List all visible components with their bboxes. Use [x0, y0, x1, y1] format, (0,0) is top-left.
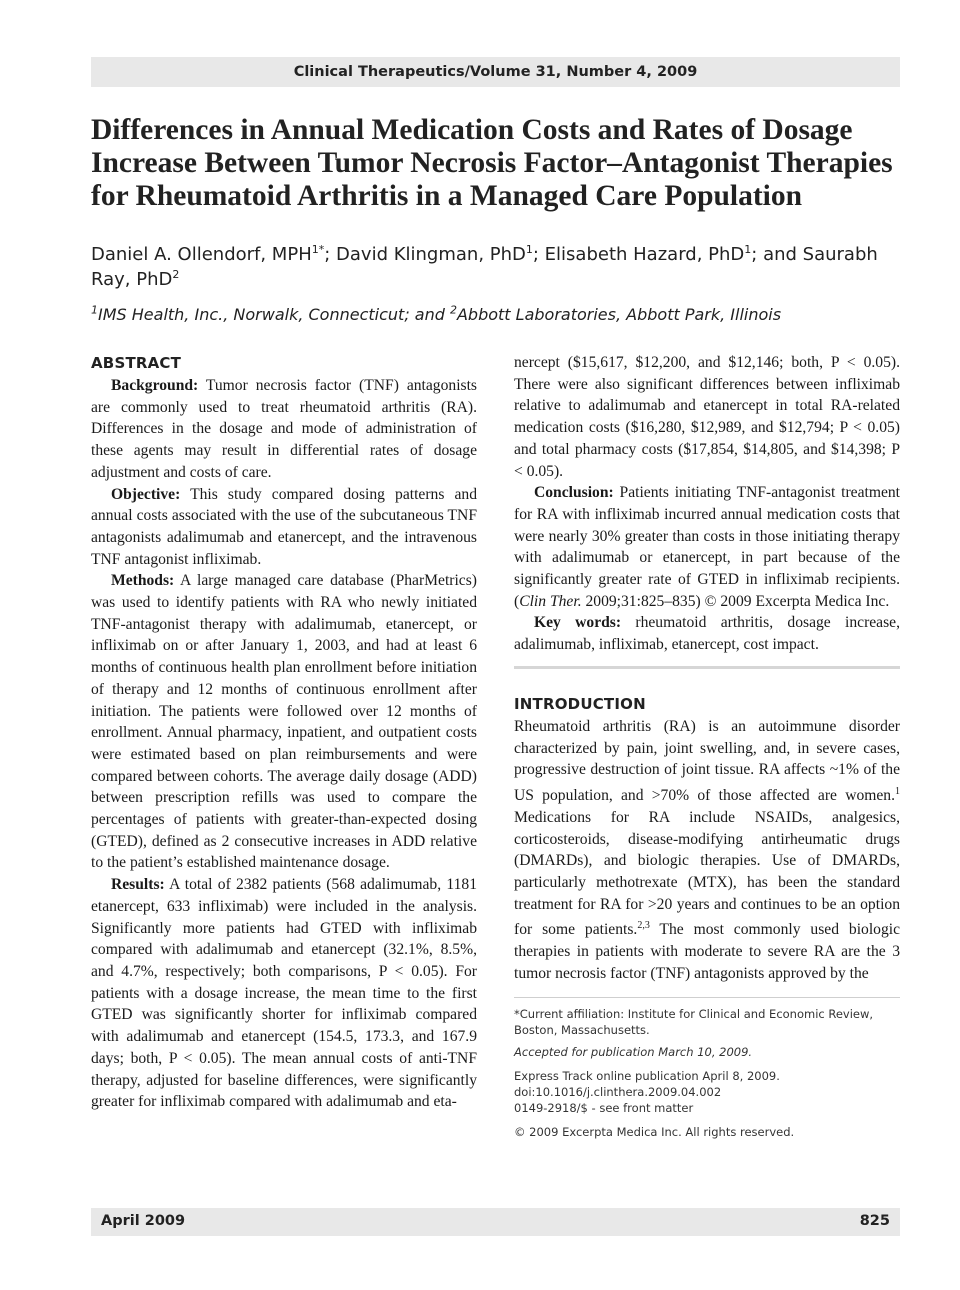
citation-rest: 2009;31:825–835) © 2009 Excerpta Medica Inc. [581, 592, 890, 610]
express-track-note: Express Track online publication April 8, 2009. [514, 1068, 780, 1083]
footer-date: April 2009 [101, 1213, 186, 1229]
intro-text-2: Medications for RA include NSAIDs, analgesics, corticosteroids, disease-modifying antirheumatic drugs (DMARDs), and biologic therapies. Use of DMARDs, particularly methotrexate (MTX), has been the standard treatment for RA for >20 years and continues to be an option for some patients. [514, 808, 900, 939]
accepted-note: Accepted for publication March 10, 2009. [514, 1044, 753, 1059]
journal-name: Clinical Therapeutics/Volume 31, Number 4, 2009 [293, 64, 698, 80]
intro-ref-2: 2,3 [637, 920, 650, 932]
page-number: 825 [859, 1213, 890, 1229]
methods-text: A large managed care database (PharMetrics) was used to identify patients with RA who newly initiated TNF-antagonist therapy with adalimumab, etanercept, or infliximab on or after January 1, 2003, and had at least 6 months of continuous health plan enrollment before initiation of therapy and 12 months of continuous enrollment after initiation. The patients were followed over 12 months of enrollment. Annual pharmacy, inpatient, and outpatient costs were estimated based on plan reimbursements and were compared between cohorts. The average daily dosage (ADD) between prescription refills was used to compare the percentages of patients with greater-than-expected dosing (GTED), defined as 2 consecutive increases in ADD relative to the patient’s established maintenance dosage. [91, 572, 477, 872]
footnote-divider [514, 997, 900, 998]
intro-ref-1: 1 [895, 785, 900, 797]
right-column [514, 352, 900, 1140]
doi-note: doi:10.1016/j.clinthera.2009.04.002 [514, 1084, 722, 1099]
affil-2-sup: 2 [449, 303, 457, 317]
results-text: A total of 2382 patients (568 adalimumab, 1181 etanercept, 633 infliximab) were included in the analysis. Significantly more patients had GTED with infliximab compared with adalimumab and etanercept (32.1%, 8.5%, and 4.7%, respectively; both comparisons, P < 0.05). For patients with a dosage increase, the mean time to the first GTED was significantly shorter for infliximab compared with adalimumab and etanercept (154.5, 173.3, and 167.9 days; both, P < 0.05). The mean annual costs of anti-TNF therapy, adjusted for baseline differences, were significantly greater for infliximab compared with adalimumab and eta- [91, 876, 477, 1111]
affil-1-sup: 1 [91, 303, 98, 317]
affiliations [91, 303, 891, 327]
intro-text-3: The most commonly used biologic therapies in patients with moderate to severe RA are the 3 tumor necrosis factor (TNF) antagonists approved by the [514, 921, 901, 982]
abstract-heading: ABSTRACT [91, 354, 182, 372]
page-footer [91, 1208, 900, 1236]
author-1: Daniel A. Ollendorf, MPH [91, 244, 312, 265]
background-text: Tumor necrosis factor (TNF) antagonists are commonly used to treat rheumatoid arthritis (RA). Differences in the dosage and mode of administration of these agents may result in differential rates of dosage adjustment and costs of care. [91, 377, 477, 481]
results-label: Results: [111, 876, 165, 894]
copyright-note: © 2009 Excerpta Medica Inc. All rights reserved. [514, 1124, 795, 1139]
abstract-methods [91, 570, 477, 874]
current-affiliation-note: *Current affiliation: Institute for Clinical and Economic Review, Boston, Massachusetts. [514, 1006, 874, 1037]
author-2: ; David Klingman, PhD [324, 244, 526, 265]
abstract-conclusion [514, 482, 900, 612]
intro-text-1: Rheumatoid arthritis (RA) is an autoimmune disorder characterized by pain, joint swelling, and, in severe cases, progressive destruction of joint tissue. RA affects ~1% of the US population, and >70% of those affected are women. [514, 717, 900, 805]
affil-1: IMS Health, Inc., Norwalk, Connecticut; and [98, 305, 450, 324]
left-column [91, 352, 477, 1113]
author-4: ; and Saurabh Ray, PhD [91, 244, 878, 290]
affil-2: Abbott Laboratories, Abbott Park, Illinois [456, 305, 782, 324]
author-list [91, 242, 891, 292]
article-title: Differences in Annual Medication Costs and Rates of Dosage Increase Between Tumor Necrosis Factor–Antagonist Therapies for Rheumatoid Arthritis in a Managed Care Population [91, 114, 893, 212]
abstract-results [91, 874, 477, 1113]
objective-text: This study compared dosing patterns and annual costs associated with the use of the subcutaneous TNF antagonists adalimumab and etanercept, and the intravenous TNF antagonist infliximab. [91, 485, 477, 568]
keywords-text: rheumatoid arthritis, dosage increase, adalimumab, infliximab, etanercept, cost impact. [514, 614, 900, 654]
objective-label: Objective: [111, 485, 181, 503]
introduction-paragraph [514, 716, 900, 985]
conclusion-label: Conclusion: [534, 484, 614, 502]
author-1-sup: 1* [311, 243, 325, 256]
author-3: ; Elisabeth Hazard, PhD [532, 244, 745, 265]
author-4-sup: 2 [172, 268, 180, 281]
abstract-divider [514, 666, 900, 669]
conclusion-text: Patients initiating TNF-antagonist treatment for RA with infliximab incurred annual medication costs that were nearly 30% greater than costs in those initiating therapy with adalimumab or etanercept, in part because of the significantly greater rate of GTED in infliximab recipients. ( [514, 484, 900, 610]
abstract-background [91, 375, 477, 484]
methods-label: Methods: [111, 572, 175, 590]
abstract-results-continued: nercept ($15,617, $12,200, and $12,146; both, P < 0.05). There were also significant differences between infliximab relative to adalimumab and etanercept in total RA-related medication costs ($16,280, $12,989, and $12,794; P < 0.05) and total pharmacy costs ($17,854, $14,805, and $14,398; P < 0.05). [514, 354, 900, 480]
issn-note: 0149-2918/$ - see front matter [514, 1100, 694, 1115]
author-2-sup: 1 [525, 243, 533, 256]
keywords-label: Key words: [534, 614, 622, 632]
introduction-heading: INTRODUCTION [514, 694, 646, 713]
citation-journal: Clin Ther. [519, 592, 582, 610]
author-3-sup: 1 [744, 243, 752, 256]
background-label: Background: [111, 377, 199, 394]
journal-header [91, 57, 900, 87]
abstract-keywords [514, 612, 900, 655]
abstract-objective [91, 484, 477, 571]
